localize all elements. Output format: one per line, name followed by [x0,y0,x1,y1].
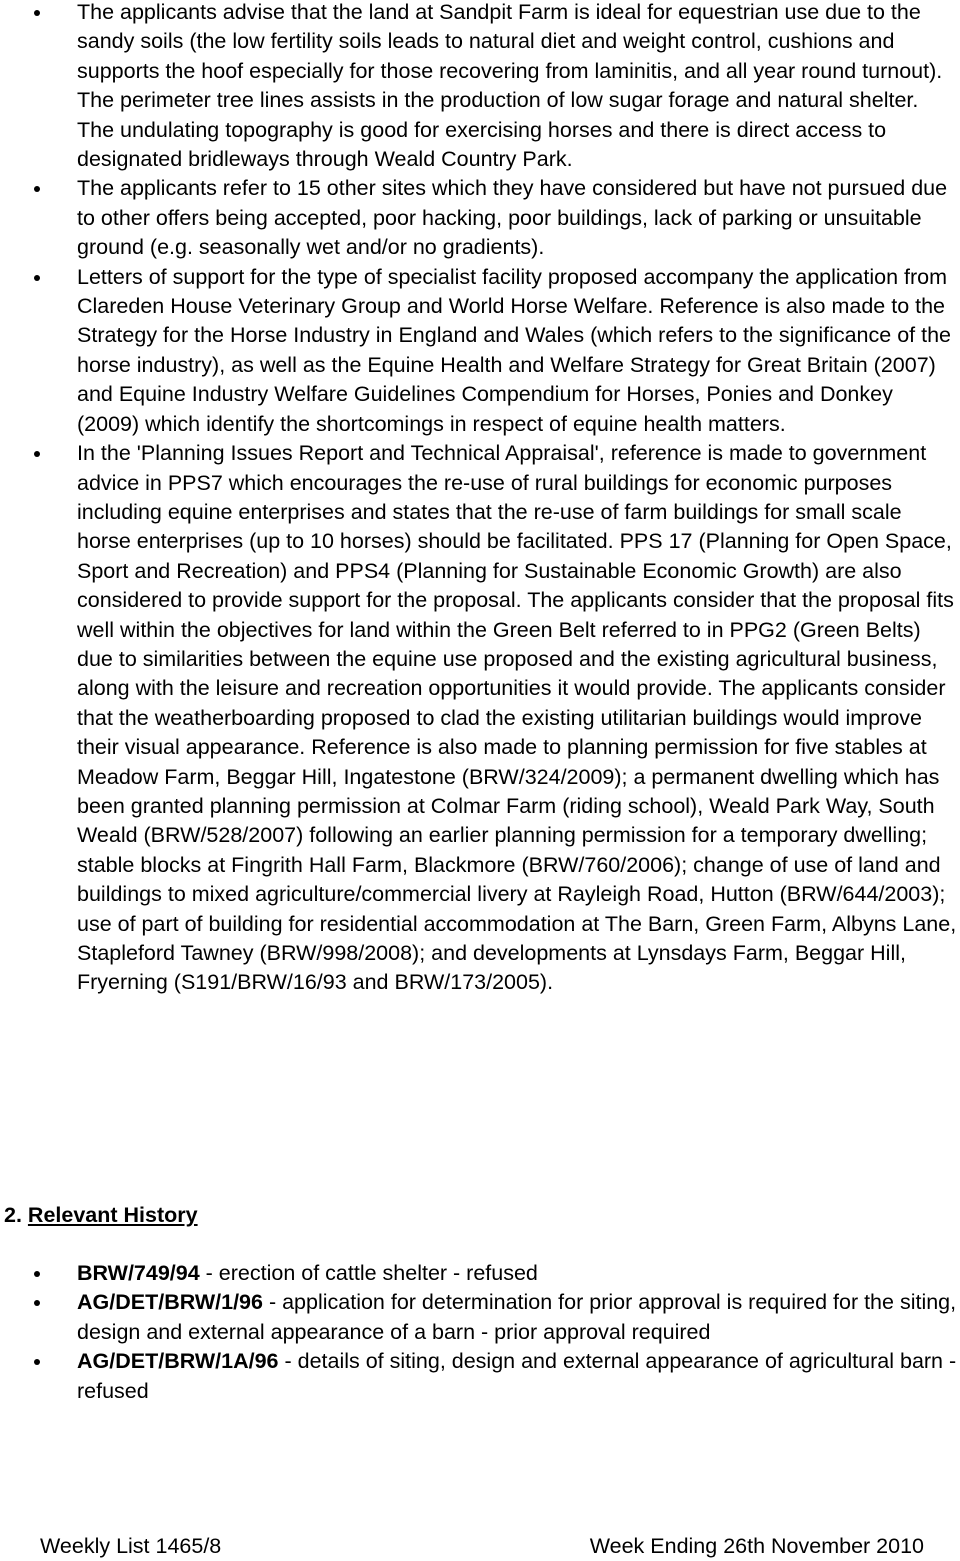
history-reference: AG/DET/BRW/1/96 [77,1290,263,1315]
history-description: - application for determination for prior approval is required for the siting, design and external appearance of a barn - prior approval required [77,1290,957,1344]
history-item [0,1288,960,1347]
history-item [0,1347,960,1406]
bullet-item-other-sites: The applicants refer to 15 other sites which they have considered but have not pursued due to other offers being accepted, poor hacking, poor buildings, lack of parking or unsuitable ground (e.g. seasonally wet and/or no gradients). [0,174,960,262]
history-reference: BRW/749/94 [77,1261,200,1285]
footer-week-ending: Week Ending 26th November 2010 [589,1534,924,1558]
bullet-item-letters-of-support: Letters of support for the type of specialist facility proposed accompany the application from Clareden House Veterinary Group and World Horse Welfare. Reference is also made to the Strategy for the Horse Industry in England and Wales (which refers to the significance of the horse industry), as well as the Equine Health and Welfare Strategy for Great Britain (2007) and Equine Industry Welfare Guidelines Compendium for Horses, Ponies and Donkey (2009) which identify the shortcomings in respect of equine health matters. [0,263,960,439]
section-number: 2. [4,1203,22,1227]
bullet-item-site-suitability: The applicants advise that the land at Sandpit Farm is ideal for equestrian use due to the sandy soils (the low fertility soils leads to natural diet and weight control, cushions and supports the hoof especially for those recovering from laminitis, and all year round turnout). The perimeter tree lines assists in the production of low sugar forage and natural shelter. The undulating topography is good for exercising horses and there is direct access to designated bridleways through Weald Country Park. [0,0,960,174]
history-description: - details of siting, design and external appearance of agricultural barn - refused [77,1349,957,1403]
section-title: Relevant History [27,1203,198,1227]
history-reference: AG/DET/BRW/1A/96 [77,1349,279,1374]
history-item [0,1259,960,1288]
history-description: - erection of cattle shelter - refused [199,1261,538,1285]
history-bullet-list [0,1259,960,1406]
bullet-item-planning-issues-report: In the 'Planning Issues Report and Technical Appraisal', reference is made to government advice in PPS7 which encourages the re-use of rural buildings for economic purposes including equine enterprises and states that the re-use of farm buildings for small scale horse enterprises (up to 10 horses) should be facilitated. PPS 17 (Planning for Open Space, Sport and Recreation) and PPS4 (Planning for Sustainable Economic Growth) are also considered to provide support for the proposal. The applicants consider that the proposal fits well within the objectives for land within the Green Belt referred to in PPG2 (Green Belts) due to similarities between the equine use proposed and the existing agricultural business, along with the leisure and recreation opportunities it would provide. The applicants consider that the weatherboarding proposed to clad the existing utilitarian buildings would improve their visual appearance. Reference is also made to planning permission for five stables at Meadow Farm, Beggar Hill, Ingatestone (BRW/324/2009); a permanent dwelling which has been granted planning permission at Colmar Farm (riding school), Weald Park Way, South Weald (BRW/528/2007) following an earlier planning permission for a temporary dwelling; stable blocks at Fingrith Hall Farm, Blackmore (BRW/760/2006); change of use of land and buildings to mixed agriculture/commercial livery at Rayleigh Road, Hutton (BRW/644/2003); use of part of building for residential accommodation at The Barn, Green Farm, Albyns Lane, Stapleford Tawney (BRW/998/2008); and developments at Lynsdays Farm, Beggar Hill, Fryerning (S191/BRW/16/93 and BRW/173/2005). [0,439,960,998]
footer-weekly-list: Weekly List 1465/8 [40,1534,222,1558]
section-heading-relevant-history [4,1200,198,1230]
